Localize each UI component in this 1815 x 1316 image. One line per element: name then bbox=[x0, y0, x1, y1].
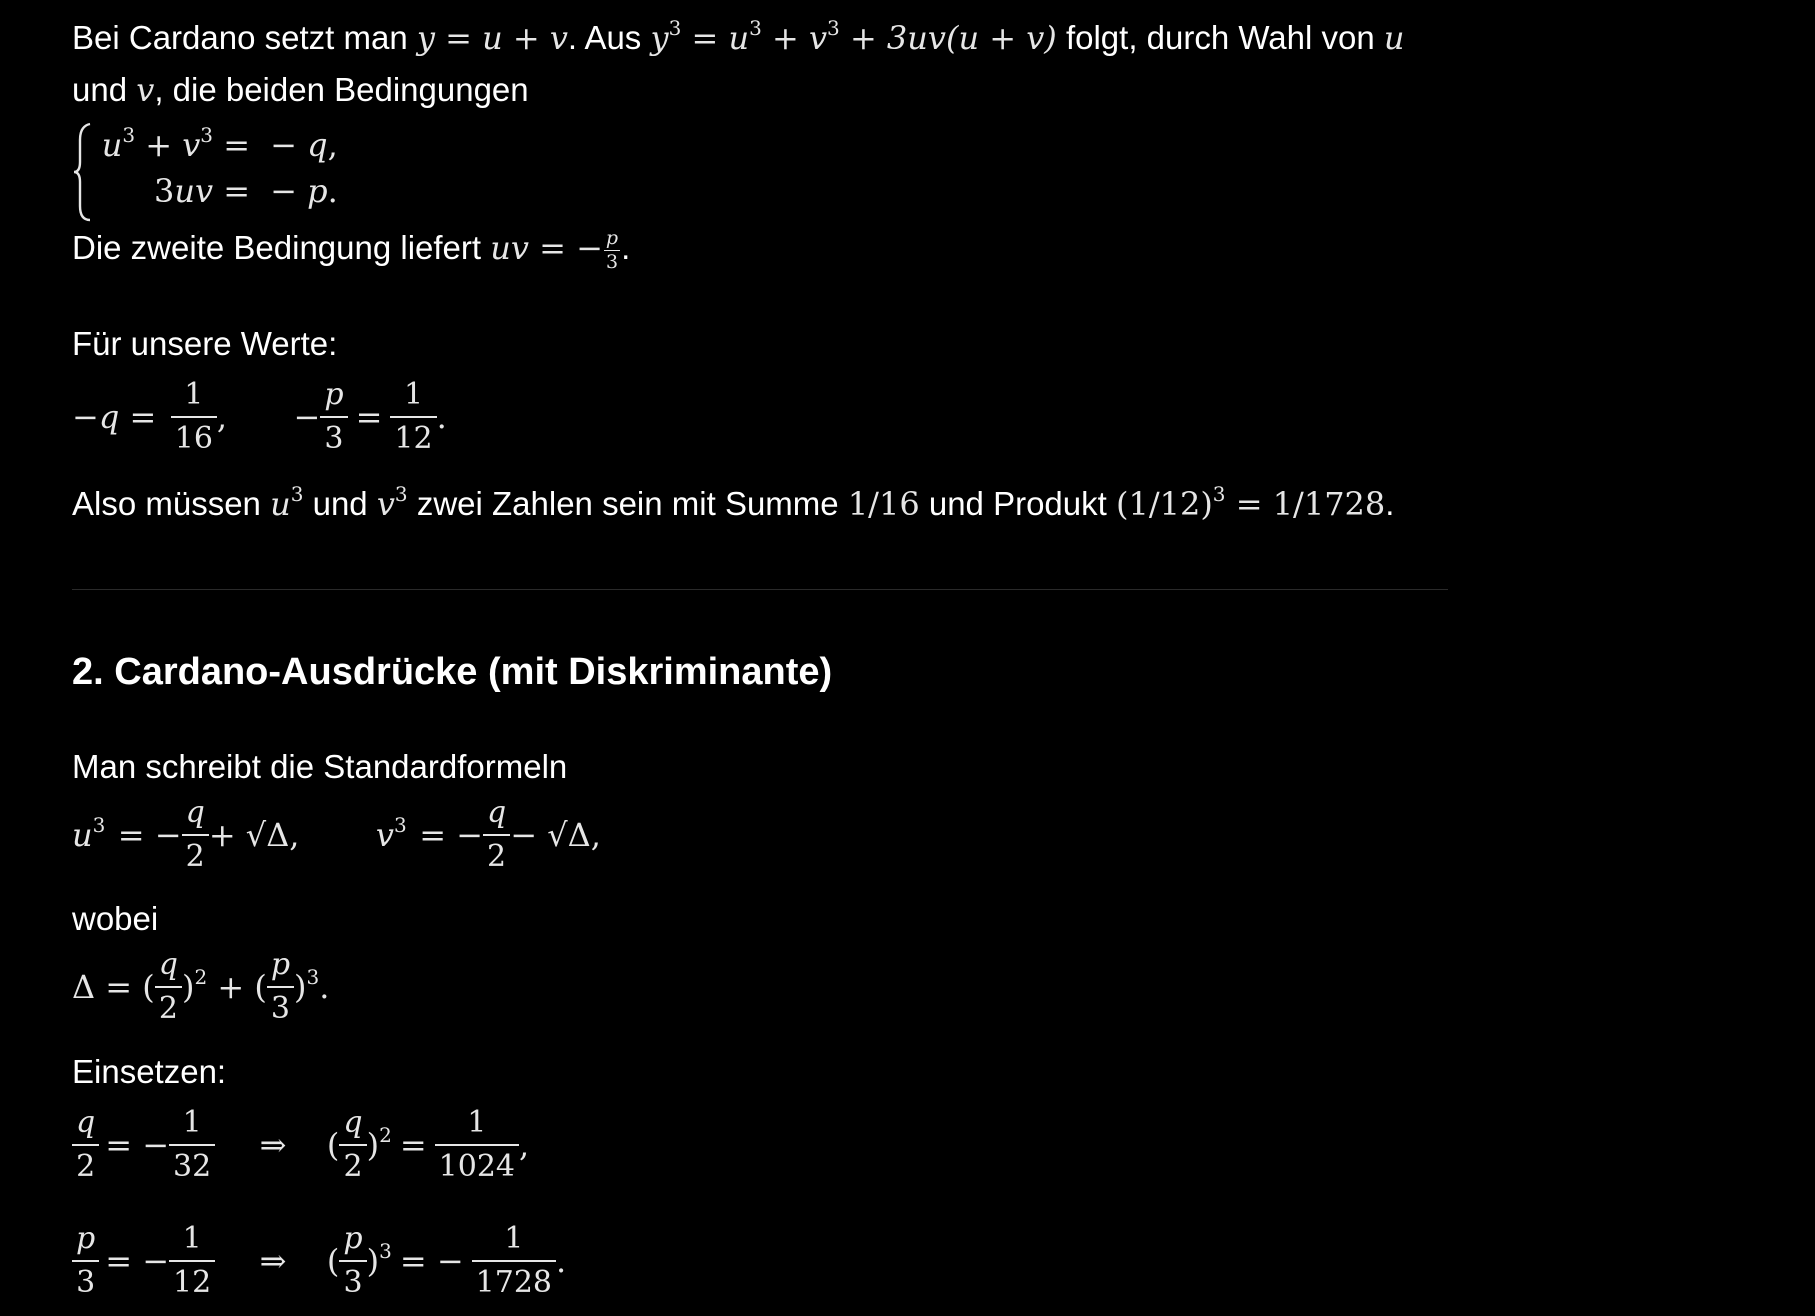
equals-minus: = − bbox=[105, 1126, 170, 1164]
wobei-label: wobei bbox=[72, 900, 159, 937]
equation-system bbox=[72, 118, 492, 222]
p-over-3-fraction: $\frac{p}{3}$ bbox=[605, 226, 619, 273]
intro-math-v: v bbox=[136, 71, 155, 109]
values-label: Für unsere Werte: bbox=[72, 325, 338, 362]
section-heading: 2. Cardano-Ausdrücke (mit Diskriminante) bbox=[72, 651, 833, 693]
implies-arrow-icon: ⇒ bbox=[259, 1242, 287, 1280]
plus-sqrt-delta: + √Δ, bbox=[208, 816, 300, 854]
comma: , bbox=[519, 1126, 530, 1164]
minus-sign: − bbox=[293, 398, 321, 436]
q-over-2-fraction: $\frac{q}{2}$ bbox=[483, 798, 510, 872]
also-u-cubed: $u^3$ bbox=[270, 482, 304, 523]
p-over-3-fraction: $\frac{p}{3}$ bbox=[267, 950, 294, 1024]
minus-sqrt-delta: − √Δ, bbox=[510, 816, 601, 854]
comma: , bbox=[216, 398, 228, 436]
one-over-1024-fraction: $\frac{1}{1024}$ bbox=[435, 1108, 519, 1182]
equals-minus: = − bbox=[419, 816, 483, 854]
discriminant-formula bbox=[72, 947, 330, 1030]
intro-text-3: folgt, durch Wahl von bbox=[1056, 19, 1384, 56]
section-divider bbox=[72, 589, 1448, 590]
delta-lhs: Δ = ( bbox=[72, 968, 155, 1006]
close-squared: )$^2$ bbox=[366, 1123, 392, 1164]
intro-math-cube-identity: $y^3 = u^3 + v^3 + 3uv(u + v)$ bbox=[650, 16, 1057, 57]
equals-sign: = bbox=[399, 1126, 427, 1164]
einsetzen-label: Einsetzen: bbox=[72, 1053, 227, 1090]
close-cubed: )$^3$ bbox=[366, 1239, 392, 1280]
equals-minus: = − bbox=[117, 816, 182, 854]
standard-formulas bbox=[72, 795, 601, 878]
intro-text-4: und bbox=[72, 71, 137, 108]
minus-q-lhs: −q = bbox=[72, 398, 157, 436]
p-over-3-fraction: $\frac{p}{3}$ bbox=[72, 1224, 99, 1298]
left-brace-icon bbox=[72, 122, 94, 222]
intro-text-1: Bei Cardano setzt man bbox=[72, 19, 417, 56]
p-over-3-fraction: $\frac{p}{3}$ bbox=[339, 1224, 366, 1298]
also-text-4: und Produkt bbox=[919, 485, 1116, 522]
second-condition-text: Die zweite Bedingung liefert bbox=[72, 229, 491, 266]
section2-intro: Man schreibt die Standardformeln bbox=[72, 748, 568, 785]
u-cubed-lhs: $u^3$ bbox=[72, 813, 106, 854]
also-sum-value: 1/16 bbox=[847, 485, 920, 523]
intro-line-1 bbox=[72, 12, 1405, 64]
also-text-2: und bbox=[303, 485, 377, 522]
dot: . bbox=[556, 1242, 567, 1280]
intro-text-5: , die beiden Bedingungen bbox=[154, 71, 529, 108]
q-over-2-fraction: $\frac{q}{2}$ bbox=[72, 1108, 99, 1182]
intro-math-substitution: y = u + v bbox=[416, 19, 568, 57]
equals-sign: = bbox=[355, 398, 383, 436]
system-line-1: $u^3 + v^3$ = − q, bbox=[101, 123, 338, 164]
also-line bbox=[72, 478, 1394, 530]
q-over-2-fraction: $\frac{q}{2}$ bbox=[155, 950, 182, 1024]
system-line-2: 3uv = − p. bbox=[153, 172, 338, 210]
second-condition-math: uv = − bbox=[490, 229, 603, 267]
also-product-value: $(1/12)^3 = 1/1728$ bbox=[1115, 482, 1386, 523]
values-formula bbox=[72, 377, 447, 460]
also-v-cubed: $v^3$ bbox=[376, 482, 408, 523]
close-cubed: )$^3$. bbox=[294, 965, 330, 1006]
plus-open: + ( bbox=[207, 968, 267, 1006]
one-over-16-fraction: $\frac{1}{16}$ bbox=[171, 380, 217, 454]
one-over-1728-fraction: $\frac{1}{1728}$ bbox=[472, 1224, 556, 1298]
equals-minus: = − bbox=[105, 1242, 170, 1280]
intro-math-u: u bbox=[1383, 19, 1405, 57]
equals-minus: = − bbox=[399, 1242, 464, 1280]
v-cubed-lhs: $v^3$ bbox=[375, 813, 407, 854]
q-over-2-fraction: $\frac{q}{2}$ bbox=[182, 798, 209, 872]
also-dot: . bbox=[1385, 485, 1395, 522]
second-condition-dot: . bbox=[621, 229, 631, 266]
p-over-3-large-fraction: $\frac{p}{3}$ bbox=[320, 380, 347, 454]
second-condition-line bbox=[72, 222, 630, 274]
also-text-3: zwei Zahlen sein mit Summe bbox=[407, 485, 848, 522]
close-squared: )$^2$ bbox=[181, 965, 208, 1006]
intro-line-2 bbox=[72, 64, 529, 116]
one-over-12-fraction: $\frac{1}{12}$ bbox=[390, 380, 436, 454]
substitution-p: $\frac{p}{3}$ = − $\frac{1}{12}$ ⇒ ( $\frac{p}{3}$ )$^3$ = − $\frac{1}{1728}$ . bbox=[72, 1224, 566, 1304]
intro-text-2: . Aus bbox=[567, 19, 651, 56]
implies-arrow-icon: ⇒ bbox=[259, 1126, 287, 1164]
one-over-32-fraction: $\frac{1}{32}$ bbox=[169, 1108, 215, 1182]
q-over-2-fraction: $\frac{q}{2}$ bbox=[339, 1108, 366, 1182]
one-over-12-fraction: $\frac{1}{12}$ bbox=[169, 1224, 215, 1298]
also-text-1: Also müssen bbox=[72, 485, 271, 522]
substitution-q: $\frac{q}{2}$ = − $\frac{1}{32}$ ⇒ ( $\frac{q}{2}$ )$^2$ = $\frac{1}{1024}$ , bbox=[72, 1108, 529, 1188]
dot: . bbox=[436, 398, 447, 436]
